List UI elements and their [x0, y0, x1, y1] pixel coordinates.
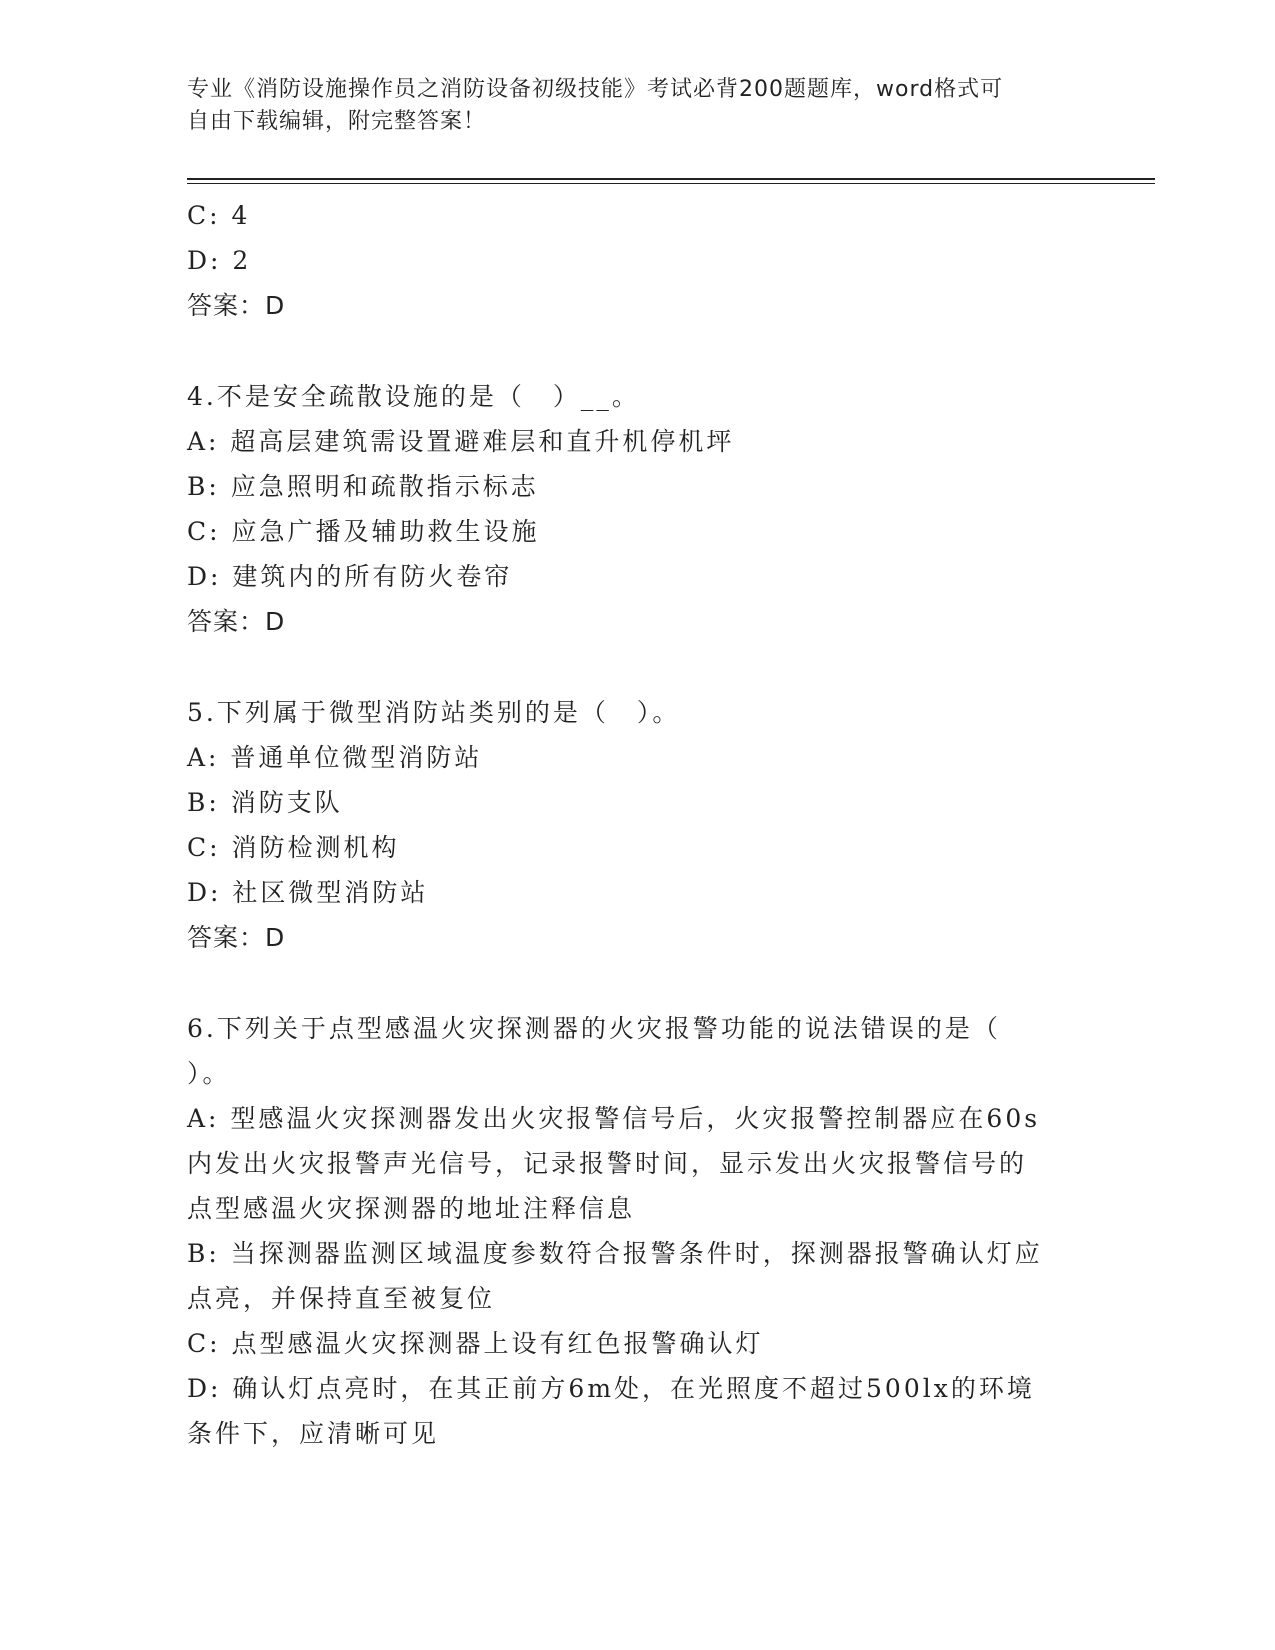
question-stem: 4.不是安全疏散设施的是（ ）__。	[187, 382, 640, 411]
option-c: C: 点型感温火灾探测器上设有红色报警确认灯	[187, 1329, 764, 1358]
option-d: D: 建筑内的所有防火卷帘	[187, 562, 513, 591]
option-b-line-2: 点亮，并保持直至被复位	[187, 1284, 496, 1313]
option-c: C: 4	[187, 201, 251, 230]
header-line-2: 自由下载编辑，附完整答案！	[187, 109, 487, 134]
question-stem-line-2: ）。	[187, 1059, 231, 1088]
option-a-line-1: A: 型感温火灾探测器发出火灾报警信号后，火灾报警控制器应在60s	[187, 1104, 1041, 1133]
question-4	[187, 374, 1087, 644]
option-b: B: 应急照明和疏散指示标志	[187, 472, 539, 501]
option-d: D: 2	[187, 246, 252, 275]
page-header	[187, 74, 1067, 138]
option-a-line-3: 点型感温火灾探测器的地址注释信息	[187, 1194, 636, 1223]
option-c: C: 消防检测机构	[187, 833, 400, 862]
option-c: C: 应急广播及辅助救生设施	[187, 517, 540, 546]
question-list	[187, 193, 1087, 1456]
option-b: B: 消防支队	[187, 788, 343, 817]
option-d-line-2: 条件下，应清晰可见	[187, 1419, 440, 1448]
answer-line: 答案：D	[187, 923, 286, 952]
header-divider-thin	[187, 183, 1155, 184]
option-a: A: 普通单位微型消防站	[187, 743, 483, 772]
question-stem: 5.下列属于微型消防站类别的是（ ）。	[187, 698, 681, 727]
option-a-line-2: 内发出火灾报警声光信号，记录报警时间，显示发出火灾报警信号的	[187, 1149, 1028, 1178]
answer-line: 答案：D	[187, 607, 286, 636]
header-line-1: 专业《消防设施操作员之消防设备初级技能》考试必背200题题库，word格式可	[187, 77, 1004, 102]
header-divider-thick	[187, 178, 1155, 180]
question-stem-line-1: 6.下列关于点型感温火灾探测器的火灾报警功能的说法错误的是（	[187, 1014, 1001, 1043]
question-5	[187, 690, 1087, 960]
option-d: D: 社区微型消防站	[187, 878, 429, 907]
option-d-line-1: D: 确认灯点亮时，在其正前方6m处，在光照度不超过500lx的环境	[187, 1374, 1035, 1403]
option-a: A: 超高层建筑需设置避难层和直升机停机坪	[187, 427, 735, 456]
question-6	[187, 1006, 1087, 1456]
answer-line: 答案：D	[187, 291, 286, 320]
option-b-line-1: B: 当探测器监测区域温度参数符合报警条件时，探测器报警确认灯应	[187, 1239, 1043, 1268]
question-3-tail	[187, 193, 1087, 328]
